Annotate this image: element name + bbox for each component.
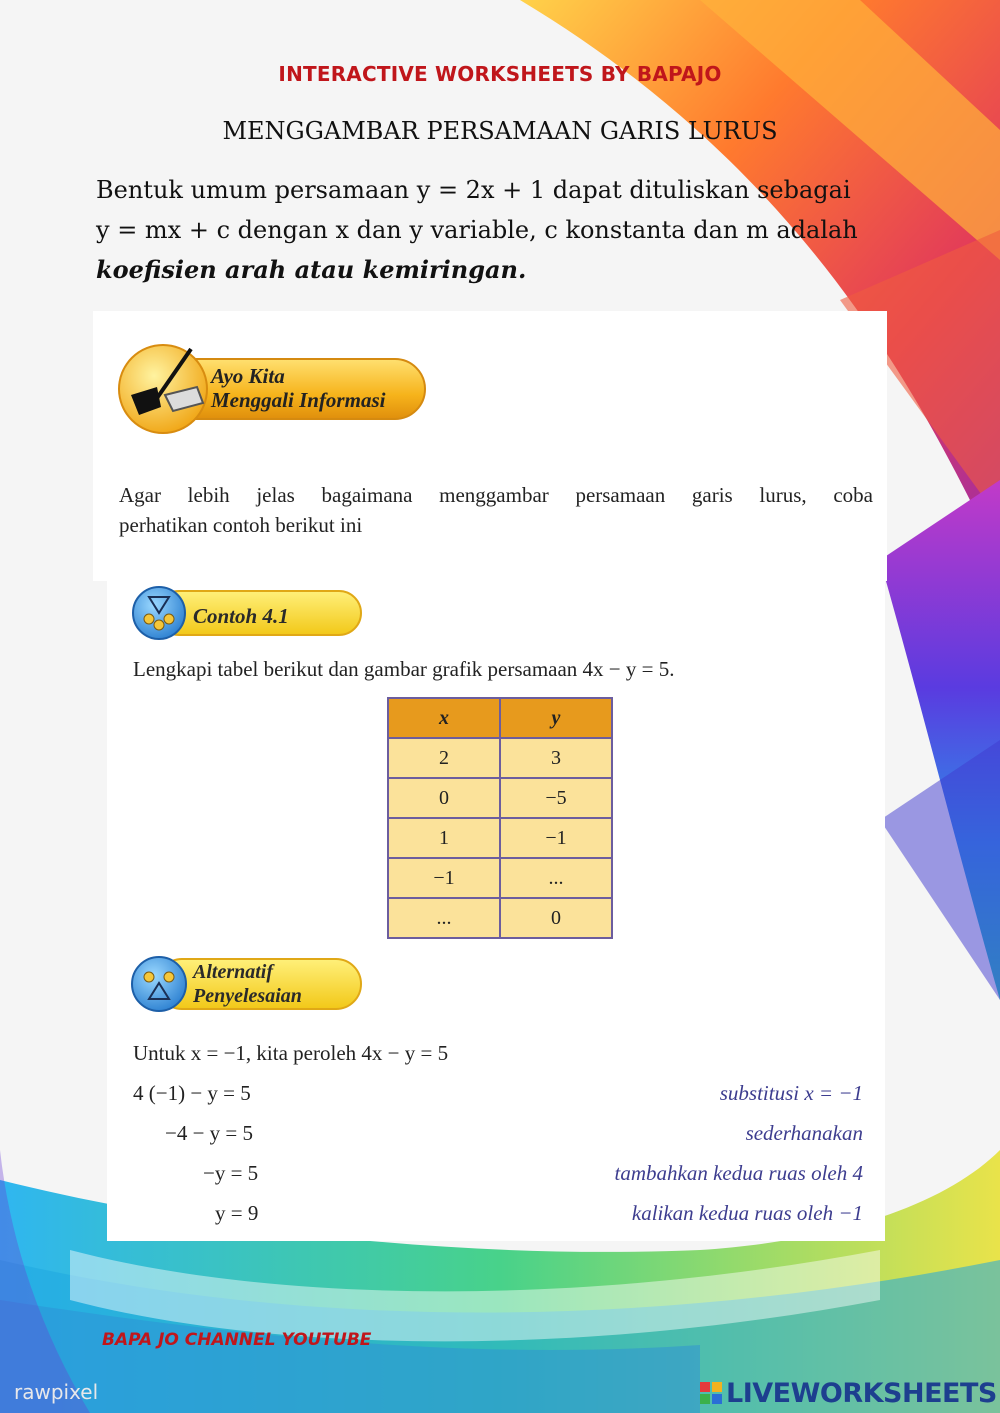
liveworksheets-logo-icon [700, 1382, 722, 1404]
table-cell: ... [500, 858, 612, 898]
paragraph-line-1: Agar lebih jelas bagaimana menggambar persamaan garis lurus, coba [119, 483, 873, 507]
solution-intro: Untuk x = −1, kita peroleh 4x − y = 5 [133, 1041, 449, 1065]
table-row [388, 898, 612, 938]
table-header-y: y [500, 698, 612, 738]
intro-text [96, 170, 896, 290]
intro-line-2: y = mx + c dengan x dan y variable, c konstanta dan m adalah [96, 216, 858, 244]
example-panel [107, 581, 885, 1241]
solution-step-3-note: tambahkan kedua ruas oleh 4 [614, 1161, 863, 1185]
solution-step-2-note: sederhanakan [745, 1121, 863, 1145]
alternatif-line-1: Alternatif [193, 961, 274, 983]
info-panel [93, 311, 887, 581]
table-row [388, 778, 612, 818]
paragraph-line-2: perhatikan contoh berikut ini [119, 513, 363, 537]
intro-emphasis: koefisien arah atau kemiringan. [96, 255, 527, 284]
liveworksheets-brand[interactable]: LIVEWORKSHEETS [726, 1378, 997, 1409]
instruction-text: Lengkapi tabel berikut dan gambar grafik persamaan 4x − y = 5. [133, 657, 675, 681]
table-row [388, 858, 612, 898]
table-header-x: x [388, 698, 500, 738]
solution-step-3-expr: −y = 5 [203, 1161, 259, 1185]
solution-step-1-expr: 4 (−1) − y = 5 [133, 1081, 251, 1105]
table-cell: 0 [500, 898, 612, 938]
worksheet-header: INTERACTIVE WORKSHEETS BY BAPAJO [278, 62, 722, 86]
table-cell: 2 [388, 738, 500, 778]
table-cell: −1 [388, 858, 500, 898]
solution-step-1-note: substitusi x = −1 [719, 1081, 863, 1105]
alternatif-badge [131, 955, 363, 1017]
table-cell: −1 [500, 818, 612, 858]
data-table [387, 697, 613, 939]
explanation-paragraph [119, 480, 873, 540]
watermark: rawpixel [14, 1380, 99, 1404]
page-title: MENGGAMBAR PERSAMAAN GARIS LURUS [222, 117, 778, 145]
table-cell: −5 [500, 778, 612, 818]
solution-step-4-expr: y = 9 [215, 1201, 259, 1225]
alternatif-line-2: Penyelesaian [193, 985, 302, 1007]
contoh-badge [131, 585, 363, 645]
table-row [388, 818, 612, 858]
ayo-kita-line-1: Ayo Kita [211, 364, 285, 388]
solution-step-4-note: kalikan kedua ruas oleh −1 [631, 1201, 863, 1225]
intro-line-1: Bentuk umum persamaan y = 2x + 1 dapat dituliskan sebagai [96, 176, 851, 204]
table-cell: 1 [388, 818, 500, 858]
table-header-row [388, 698, 612, 738]
ayo-kita-badge [117, 341, 429, 437]
table-cell: ... [388, 898, 500, 938]
table-cell: 3 [500, 738, 612, 778]
table-row [388, 738, 612, 778]
table-cell: 0 [388, 778, 500, 818]
solution-step-2-expr: −4 − y = 5 [165, 1121, 254, 1145]
footer-channel: BAPA JO CHANNEL YOUTUBE [102, 1330, 372, 1350]
contoh-label: Contoh 4.1 [193, 604, 289, 628]
ayo-kita-line-2: Menggali Informasi [211, 388, 386, 412]
